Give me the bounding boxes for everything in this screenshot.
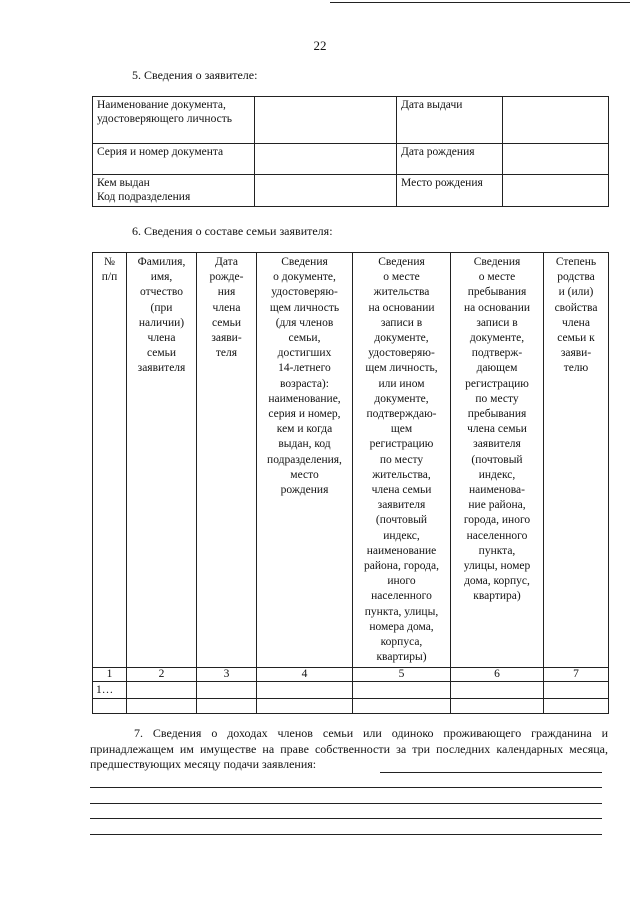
table-row	[93, 175, 609, 207]
table-cell[interactable]	[257, 699, 353, 714]
table-cell[interactable]	[127, 682, 197, 699]
column-number: 7	[544, 668, 609, 682]
column-header: Сведения о документе, удостоверяю- щем личность (для членов семьи, достигших 14-летнего возраста): наименование, серия и номер, кем и когда выдан, код подразделения, место рождения	[257, 253, 353, 668]
table-row	[93, 97, 609, 144]
row-number: 1…	[93, 682, 127, 699]
field-label: Кем выдан Код подразделения	[93, 175, 255, 207]
section-5-heading: 5. Сведения о заявителе:	[132, 68, 258, 82]
column-number: 5	[353, 668, 451, 682]
table-header-row	[93, 253, 609, 668]
column-header: № п/п	[93, 253, 127, 668]
table-cell[interactable]	[544, 699, 609, 714]
fill-in-line[interactable]	[90, 803, 602, 804]
field-label: Дата рождения	[397, 144, 503, 175]
column-number-row	[93, 668, 609, 682]
column-number: 4	[257, 668, 353, 682]
fill-in-line[interactable]	[380, 772, 602, 773]
table-cell[interactable]	[257, 682, 353, 699]
field-value[interactable]	[255, 97, 397, 144]
table-cell[interactable]	[451, 699, 544, 714]
section-6-heading: 6. Сведения о составе семьи заявителя:	[132, 224, 333, 238]
field-value[interactable]	[255, 144, 397, 175]
table-cell[interactable]	[353, 699, 451, 714]
section-7-text: 7. Сведения о доходах членов семьи или одиноко проживающего гражданина и принадлежащем им имуществе на праве собственности за три последних календарных месяца, предшествующих месяцу подачи заявления:	[90, 726, 608, 771]
page-number: 22	[313, 38, 327, 53]
applicant-info-table	[92, 96, 609, 207]
fill-in-line[interactable]	[90, 834, 602, 835]
column-number: 3	[197, 668, 257, 682]
section-7-paragraph	[90, 726, 608, 773]
column-number: 6	[451, 668, 544, 682]
table-cell[interactable]	[451, 682, 544, 699]
family-members-table	[92, 252, 609, 714]
column-header: Степень родства и (или) свойства члена семьи к заяви- телю	[544, 253, 609, 668]
field-value[interactable]	[255, 175, 397, 207]
table-cell[interactable]	[544, 682, 609, 699]
column-header: Фамилия, имя, отчество (при наличии) члена семьи заявителя	[127, 253, 197, 668]
column-number: 1	[93, 668, 127, 682]
field-label: Дата выдачи	[397, 97, 503, 144]
field-value[interactable]	[503, 144, 609, 175]
table-cell[interactable]	[197, 682, 257, 699]
column-header: Сведения о месте жительства на основании записи в документе, удостоверяю- щем личность, или ином документе, подтверждаю- щем регистрацию по месту жительства, члена семьи заявителя (почтовый индекс, наименование района, города, иного населенного пункта, улицы, номера дома, корпуса, квартиры)	[353, 253, 451, 668]
column-number: 2	[127, 668, 197, 682]
field-value[interactable]	[503, 97, 609, 144]
field-label: Наименование документа, удостоверяющего личность	[93, 97, 255, 144]
fill-in-line[interactable]	[90, 787, 602, 788]
table-cell[interactable]	[353, 682, 451, 699]
table-row	[93, 144, 609, 175]
table-row	[93, 699, 609, 714]
field-label: Место рождения	[397, 175, 503, 207]
table-row	[93, 682, 609, 699]
field-label: Серия и номер документа	[93, 144, 255, 175]
column-header: Сведения о месте пребывания на основании записи в документе, подтверж- дающем регистрацию по месту пребывания члена семьи заявителя (почтовый индекс, наименова- ние района, города, иного населенного пункта, улицы, номер дома, корпус, квартира)	[451, 253, 544, 668]
table-cell[interactable]	[127, 699, 197, 714]
table-cell[interactable]	[93, 699, 127, 714]
table-cell[interactable]	[197, 699, 257, 714]
top-rule	[330, 2, 630, 3]
fill-in-line[interactable]	[90, 818, 602, 819]
column-header: Дата рожде- ния члена семьи заяви- теля	[197, 253, 257, 668]
field-value[interactable]	[503, 175, 609, 207]
